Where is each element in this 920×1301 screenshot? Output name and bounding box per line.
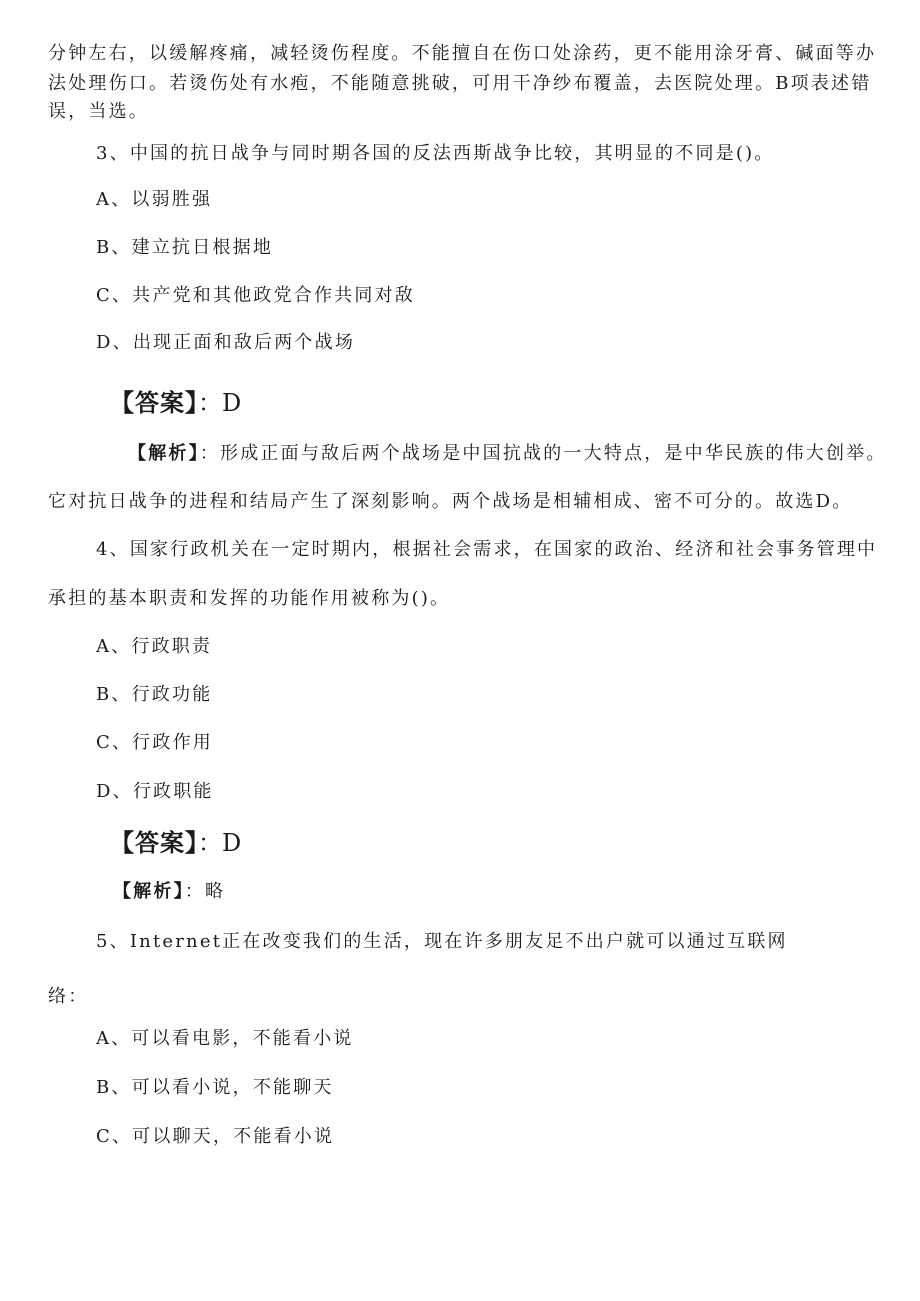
answer-value: D [222, 389, 242, 417]
question-3-option-b: B、建立抗日根据地 [96, 237, 274, 258]
question-4-answer [110, 828, 241, 858]
question-5-option-a: A、可以看电影，不能看小说 [96, 1028, 354, 1049]
question-3-explanation-cont: 它对抗日战争的进程和结局产生了深刻影响。两个战场是相辅相成、密不可分的。故选D。 [48, 491, 853, 512]
answer-separator: ： [198, 389, 222, 417]
question-5-option-c: C、可以聊天，不能看小说 [96, 1126, 335, 1147]
text-line: 分钟左右，以缓解疼痛，减轻烫伤程度。不能擅自在伤口处涂药，更不能用涂牙膏、碱面等办 [48, 43, 877, 64]
text-line: 误，当选。 [48, 101, 149, 122]
explanation-separator: ： [184, 881, 206, 902]
question-4-stem: 4、国家行政机关在一定时期内，根据社会需求，在国家的政治、经济和社会事务管理中 [96, 539, 878, 560]
text-line: 法处理伤口。若烫伤处有水疱，不能随意挑破，可用干净纱布覆盖，去医院处理。B项表述错 [48, 73, 872, 94]
question-3-option-d: D、出现正面和敌后两个战场 [96, 332, 356, 353]
explanation-label: 【解析】 [128, 443, 200, 464]
answer-value: D [222, 829, 242, 857]
question-5-stem: 5、Internet正在改变我们的生活，现在许多朋友足不出户就可以通过互联网 [96, 931, 788, 952]
question-4-option-c: C、行政作用 [96, 732, 213, 753]
question-3-answer [110, 388, 241, 418]
question-5-stem-cont: 络： [48, 986, 89, 1007]
question-3-stem: 3、中国的抗日战争与同时期各国的反法西斯战争比较，其明显的不同是()。 [96, 143, 775, 164]
explanation-text: 形成正面与敌后两个战场是中国抗战的一大特点，是中华民族的伟大创举。 [220, 443, 887, 464]
answer-label: 【答案】 [110, 829, 198, 857]
explanation-text: 略 [205, 881, 226, 902]
question-4-explanation [113, 880, 884, 904]
question-4-option-d: D、行政职能 [96, 781, 214, 802]
question-4-stem-cont: 承担的基本职责和发挥的功能作用被称为()。 [48, 588, 451, 609]
question-5-option-b: B、可以看小说，不能聊天 [96, 1077, 334, 1098]
question-4-option-b: B、行政功能 [96, 684, 213, 705]
question-3-option-c: C、共产党和其他政党合作共同对敌 [96, 285, 415, 306]
question-4-option-a: A、行政职责 [96, 636, 213, 657]
question-3-option-a: A、以弱胜强 [96, 189, 213, 210]
explanation-separator: ： [199, 443, 221, 464]
question-3-explanation [128, 442, 887, 466]
answer-separator: ： [198, 829, 222, 857]
answer-label: 【答案】 [110, 389, 198, 417]
explanation-label: 【解析】 [113, 881, 185, 902]
